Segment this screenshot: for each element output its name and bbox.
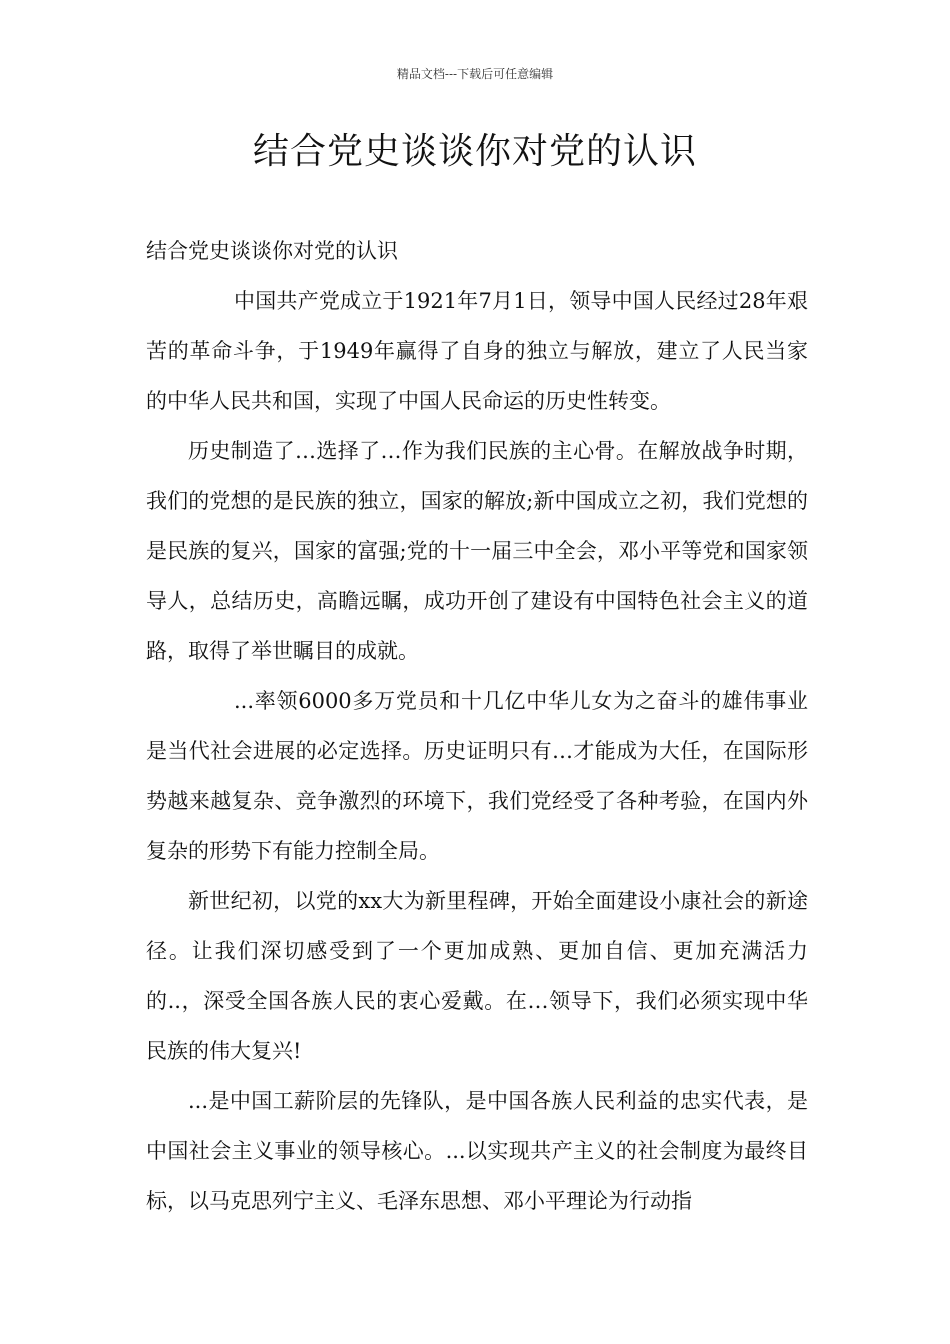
document-body: [146, 226, 808, 1226]
document-subtitle: 结合党史谈谈你对党的认识: [146, 239, 398, 263]
paragraph-3: ...率领6000多万党员和十几亿中华儿女为之奋斗的雄伟事业是当代社会进展的必定选择。历史证明只有…才能成为大任，在国际形势越来越复杂、竞争激烈的环境下，我们党经受了各种考验，在国内外复杂的形势下有能力控制全局。: [146, 689, 808, 863]
paragraph-2: 历史制造了…选择了…作为我们民族的主心骨。在解放战争时期，我们的党想的是民族的独立，国家的解放;新中国成立之初，我们党想的是民族的复兴，国家的富强;党的十一届三中全会，邓小平等党和国家领导人，总结历史，高瞻远瞩，成功开创了建设有中国特色社会主义的道路，取得了举世瞩目的成就。: [146, 439, 808, 663]
document-title: 结合党史谈谈你对党的认识: [252, 131, 697, 172]
paragraph-4: 新世纪初，以党的xx大为新里程碑，开始全面建设小康社会的新途径。让我们深切感受到了一个更加成熟、更加自信、更加充满活力的..，深受全国各族人民的衷心爱戴。在…领导下，我们必须实现中华民族的伟大复兴!: [146, 889, 808, 1063]
header-note: 精品文档---下载后可任意编辑: [396, 67, 554, 81]
paragraph-5: ...是中国工薪阶层的先锋队，是中国各族人民利益的忠实代表，是中国社会主义事业的领导核心。...以实现共产主义的社会制度为最终目标，以马克思列宁主义、毛泽东思想、邓小平理论为行动指: [146, 1089, 808, 1213]
paragraph-1: 中国共产党成立于1921年7月1日，领导中国人民经过28年艰苦的革命斗争，于1949年赢得了自身的独立与解放，建立了人民当家的中华人民共和国，实现了中国人民命运的历史性转变。: [146, 289, 808, 413]
